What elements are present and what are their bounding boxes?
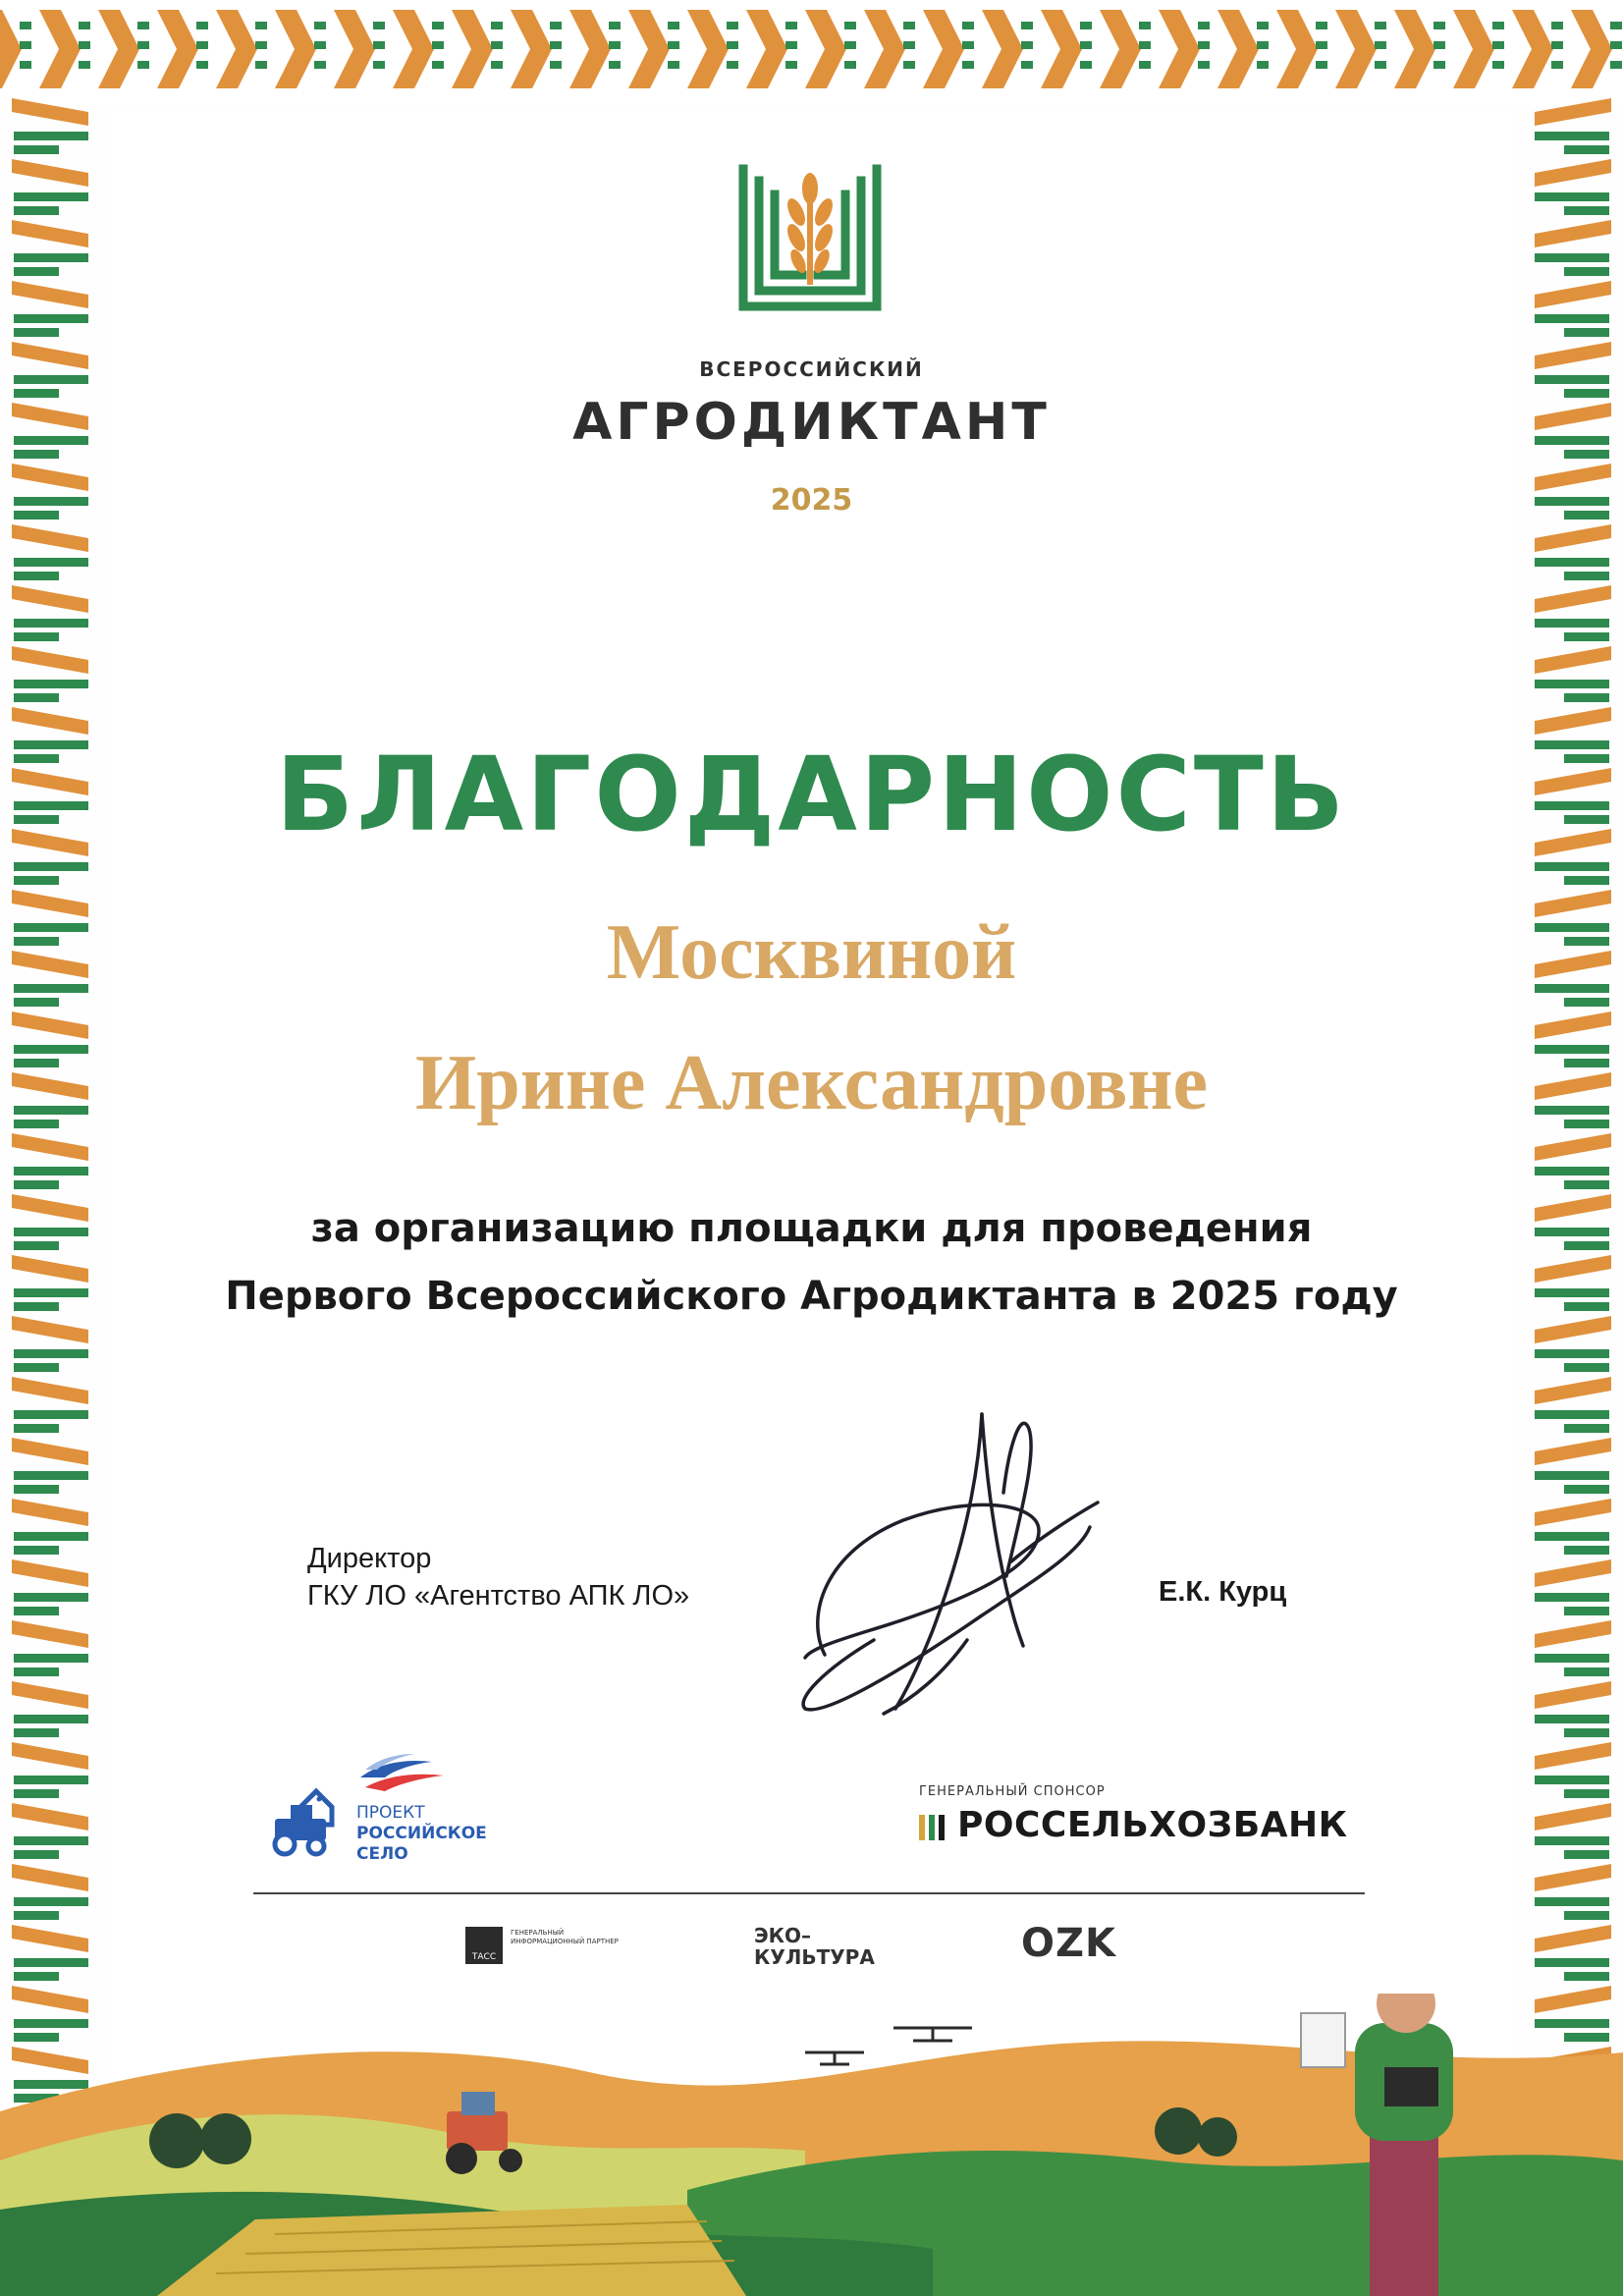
project-name-line1: РОССИЙСКОЕ	[356, 1824, 487, 1843]
logo-subtitle: ВСЕРОССИЙСКИЙ	[699, 357, 924, 381]
ozk-logo: OZK	[1021, 1921, 1117, 1966]
eko-line1: ЭКО–	[754, 1924, 812, 1947]
rossiyskoe-selo-text	[356, 1803, 487, 1865]
signatory-position	[307, 1540, 689, 1614]
signatory-title: Директор	[307, 1543, 432, 1574]
recipient-surname: Москвиной	[606, 909, 1017, 996]
sponsor-caption: ГЕНЕРАЛЬНЫЙ СПОНСОР	[919, 1784, 1106, 1799]
handwritten-signature	[785, 1404, 1109, 1728]
partners-divider	[253, 1892, 1365, 1894]
recipient-given-names: Ирине Александровне	[414, 1040, 1209, 1126]
signatory-organization: ГКУ ЛО «Агентство АПК ЛО»	[307, 1580, 690, 1612]
farm-landscape-illustration	[0, 1994, 1623, 2296]
project-label: ПРОЕКТ	[356, 1803, 425, 1823]
logo-year: 2025	[770, 483, 853, 518]
signatory-name: Е.К. Курц	[1159, 1576, 1287, 1608]
certificate-title: БЛАГОДАРНОСТЬ	[275, 735, 1348, 854]
rosselkhozbank-bars-icon	[919, 1813, 948, 1842]
tass-logo: ТАСС	[465, 1927, 503, 1964]
reason-line-1: за организацию площадки для проведения	[310, 1206, 1313, 1251]
wheat-book-logo-icon	[731, 159, 889, 326]
sponsor-name: РОССЕЛЬХОЗБАНК	[957, 1805, 1348, 1845]
reason-line-2: Первого Всероссийского Агродиктанта в 2025 году	[225, 1274, 1398, 1319]
logo-title: АГРОДИКТАНТ	[572, 393, 1051, 452]
project-name-line2: СЕЛО	[356, 1844, 408, 1864]
eko-kultura-logo	[754, 1925, 875, 1968]
tass-caption: ГЕНЕРАЛЬНЫЙ ИНФОРМАЦИОННЫЙ ПАРТНЕР	[511, 1929, 619, 1945]
eko-line2: КУЛЬТУРА	[754, 1945, 875, 1969]
